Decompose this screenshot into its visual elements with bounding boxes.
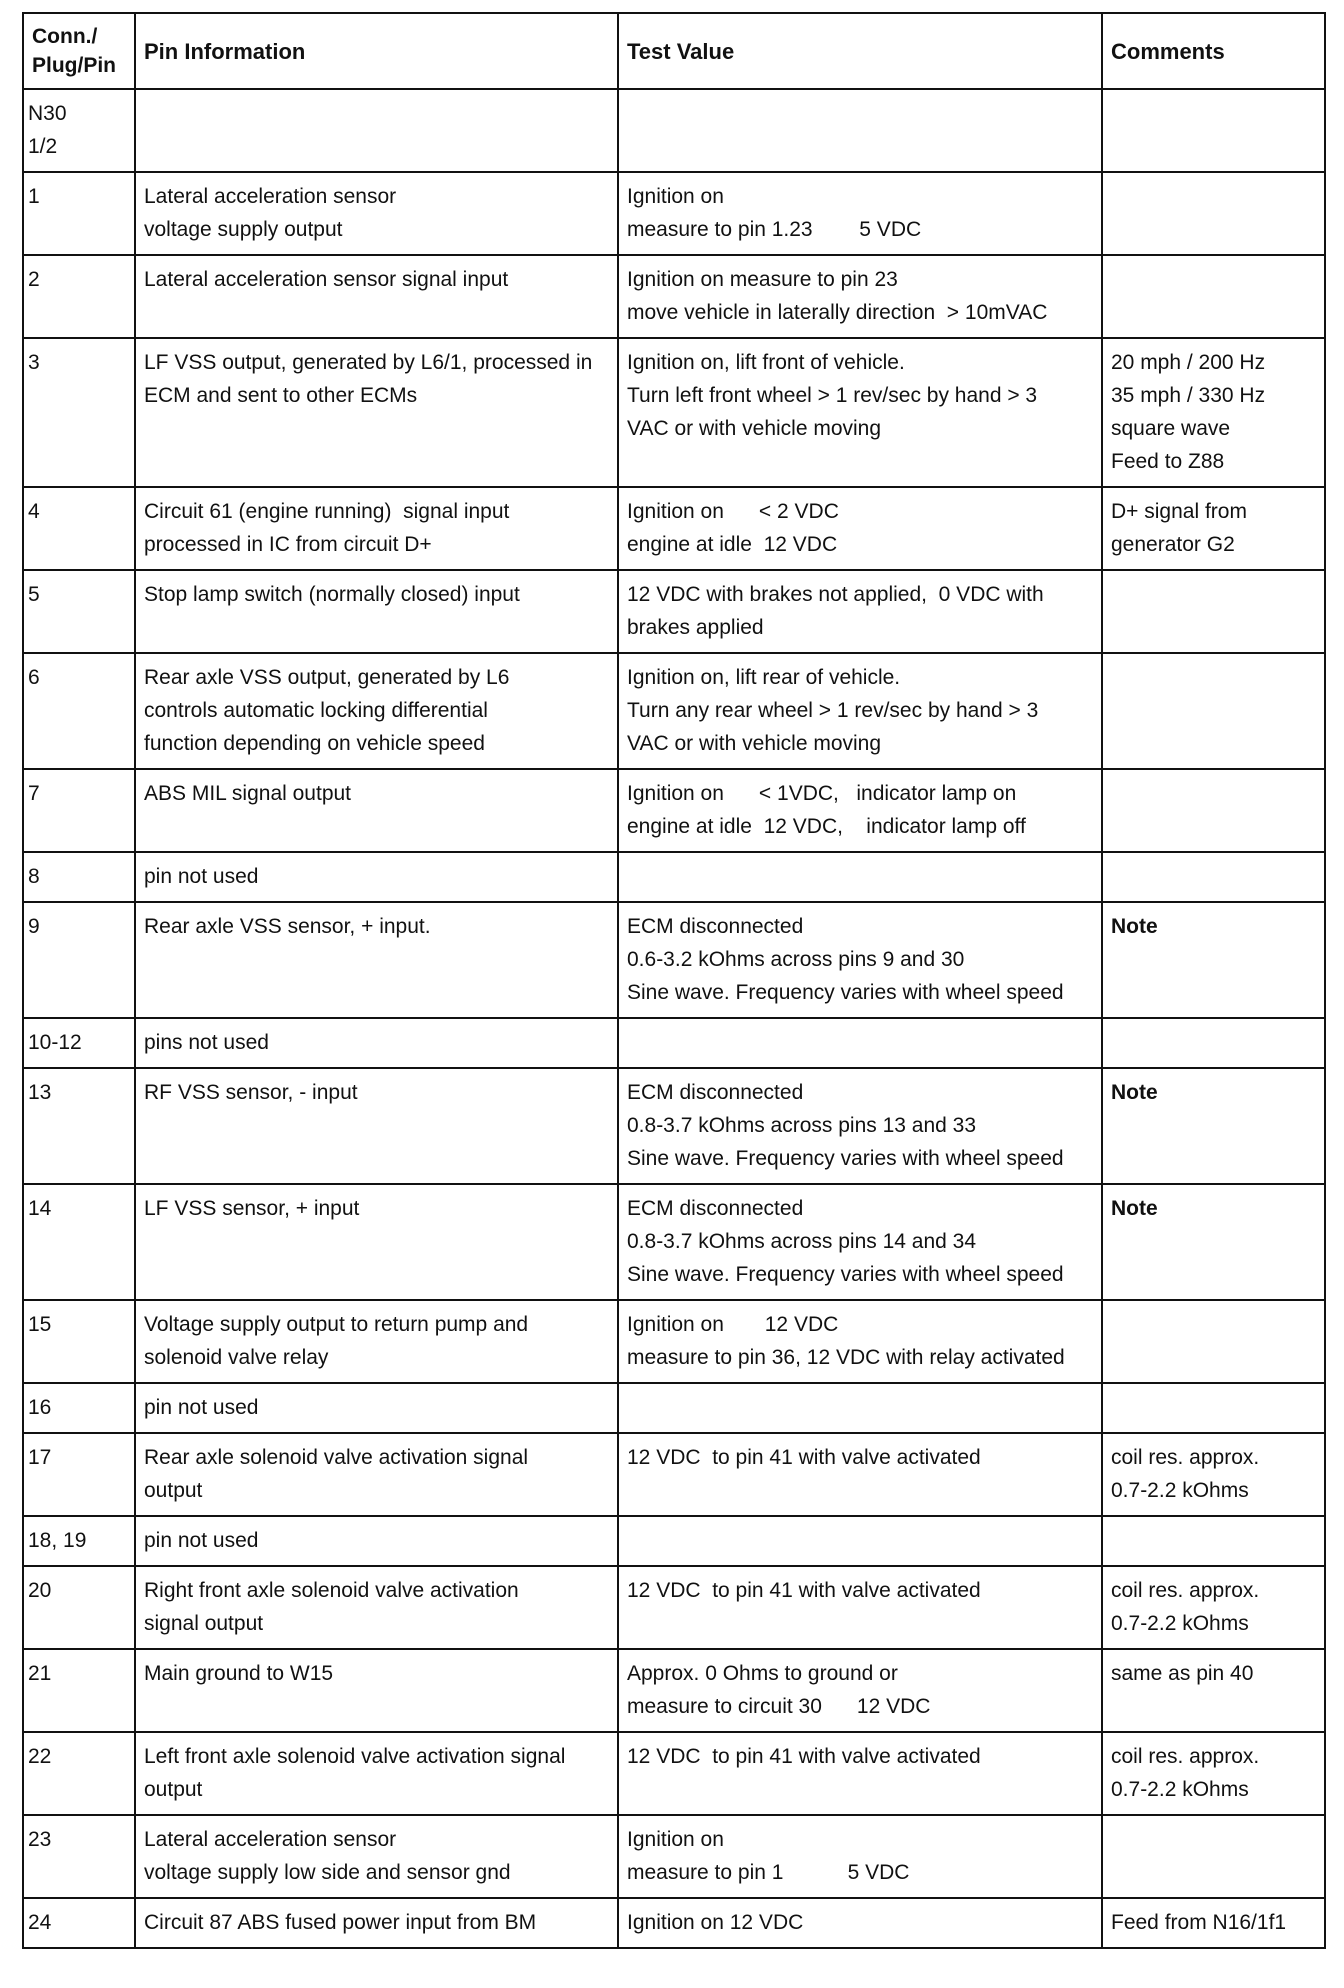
test-value-cell: Ignition on < 2 VDC engine at idle 12 VDC xyxy=(618,487,1102,570)
pin-cell: 2 xyxy=(23,255,135,338)
pin-cell: 9 xyxy=(23,902,135,1018)
header-pin-information: Pin Information xyxy=(135,13,618,89)
pin-info-cell: Lateral acceleration sensor voltage supply output xyxy=(135,172,618,255)
comments-cell: coil res. approx. 0.7-2.2 kOhms xyxy=(1102,1732,1325,1815)
table-row xyxy=(23,769,1325,852)
pin-info-cell: pins not used xyxy=(135,1018,618,1068)
table-row xyxy=(23,1383,1325,1433)
pin-info-cell: Lateral acceleration sensor signal input xyxy=(135,255,618,338)
pin-cell: 13 xyxy=(23,1068,135,1184)
table-header-row xyxy=(23,13,1325,89)
pin-info-cell: Right front axle solenoid valve activation signal output xyxy=(135,1566,618,1649)
table-row xyxy=(23,1566,1325,1649)
comments-cell xyxy=(1102,769,1325,852)
test-value-cell xyxy=(618,1516,1102,1566)
test-value-cell: Ignition on, lift front of vehicle. Turn left front wheel > 1 rev/sec by hand > 3 VAC or with vehicle moving xyxy=(618,338,1102,487)
pin-table-sheet xyxy=(22,12,1324,1949)
table-row xyxy=(23,902,1325,1018)
table-row xyxy=(23,487,1325,570)
comments-cell: Note xyxy=(1102,1184,1325,1300)
pin-cell: 17 xyxy=(23,1433,135,1516)
test-value-cell: ECM disconnected 0.6-3.2 kOhms across pins 9 and 30 Sine wave. Frequency varies with wheel speed xyxy=(618,902,1102,1018)
pin-information-table xyxy=(22,12,1326,1949)
test-value-cell: Ignition on, lift rear of vehicle. Turn any rear wheel > 1 rev/sec by hand > 3 VAC or with vehicle moving xyxy=(618,653,1102,769)
comments-cell xyxy=(1102,255,1325,338)
pin-cell: 18, 19 xyxy=(23,1516,135,1566)
pin-cell: 21 xyxy=(23,1649,135,1732)
pin-info-cell: Rear axle solenoid valve activation signal output xyxy=(135,1433,618,1516)
comments-cell xyxy=(1102,1300,1325,1383)
pin-cell: 22 xyxy=(23,1732,135,1815)
pin-cell: 23 xyxy=(23,1815,135,1898)
pin-info-cell: pin not used xyxy=(135,852,618,902)
test-value-cell xyxy=(618,852,1102,902)
pin-info-cell: Main ground to W15 xyxy=(135,1649,618,1732)
comments-cell xyxy=(1102,570,1325,653)
pin-cell: 3 xyxy=(23,338,135,487)
pin-info-cell: Left front axle solenoid valve activation signal output xyxy=(135,1732,618,1815)
pin-cell: 7 xyxy=(23,769,135,852)
table-row xyxy=(23,1815,1325,1898)
table-row xyxy=(23,570,1325,653)
pin-info-cell: Rear axle VSS sensor, + input. xyxy=(135,902,618,1018)
test-value-cell: ECM disconnected 0.8-3.7 kOhms across pins 13 and 33 Sine wave. Frequency varies with wheel speed xyxy=(618,1068,1102,1184)
table-row xyxy=(23,172,1325,255)
table-row xyxy=(23,852,1325,902)
pin-info-cell: LF VSS output, generated by L6/1, processed in ECM and sent to other ECMs xyxy=(135,338,618,487)
header-comments: Comments xyxy=(1102,13,1325,89)
pin-info-cell: Circuit 87 ABS fused power input from BM xyxy=(135,1898,618,1948)
pin-info-cell: Lateral acceleration sensor voltage supply low side and sensor gnd xyxy=(135,1815,618,1898)
test-value-cell xyxy=(618,1383,1102,1433)
test-value-cell: 12 VDC with brakes not applied, 0 VDC with brakes applied xyxy=(618,570,1102,653)
test-value-cell: ECM disconnected 0.8-3.7 kOhms across pins 14 and 34 Sine wave. Frequency varies with wheel speed xyxy=(618,1184,1102,1300)
test-value-cell: 12 VDC to pin 41 with valve activated xyxy=(618,1433,1102,1516)
pin-info-cell: LF VSS sensor, + input xyxy=(135,1184,618,1300)
test-value-cell: 12 VDC to pin 41 with valve activated xyxy=(618,1566,1102,1649)
table-row xyxy=(23,653,1325,769)
comments-cell: same as pin 40 xyxy=(1102,1649,1325,1732)
comments-cell: Note xyxy=(1102,1068,1325,1184)
test-value-cell xyxy=(618,1018,1102,1068)
comments-cell: coil res. approx. 0.7-2.2 kOhms xyxy=(1102,1433,1325,1516)
header-conn-plug-pin xyxy=(23,13,135,89)
header-conn-line1: Conn./ xyxy=(32,25,98,48)
pin-cell: 16 xyxy=(23,1383,135,1433)
table-row xyxy=(23,1184,1325,1300)
pin-info-cell: ABS MIL signal output xyxy=(135,769,618,852)
table-row xyxy=(23,1898,1325,1948)
pin-cell: 14 xyxy=(23,1184,135,1300)
table-body xyxy=(23,89,1325,1948)
pin-info-cell xyxy=(135,89,618,172)
table-row xyxy=(23,1300,1325,1383)
comments-cell: 20 mph / 200 Hz 35 mph / 330 Hz square wave Feed to Z88 xyxy=(1102,338,1325,487)
comments-cell xyxy=(1102,1516,1325,1566)
pin-cell: 24 xyxy=(23,1898,135,1948)
test-value-cell xyxy=(618,89,1102,172)
table-row xyxy=(23,1649,1325,1732)
table-row xyxy=(23,1732,1325,1815)
pin-cell: 20 xyxy=(23,1566,135,1649)
pin-cell: 10-12 xyxy=(23,1018,135,1068)
comments-cell xyxy=(1102,852,1325,902)
table-row xyxy=(23,1018,1325,1068)
pin-info-cell: pin not used xyxy=(135,1383,618,1433)
pin-cell: 15 xyxy=(23,1300,135,1383)
pin-info-cell: Voltage supply output to return pump and solenoid valve relay xyxy=(135,1300,618,1383)
pin-info-cell: Rear axle VSS output, generated by L6 controls automatic locking differential function depending on vehicle speed xyxy=(135,653,618,769)
comments-cell: D+ signal from generator G2 xyxy=(1102,487,1325,570)
pin-cell: 5 xyxy=(23,570,135,653)
comments-cell xyxy=(1102,172,1325,255)
table-row xyxy=(23,89,1325,172)
pin-info-cell: RF VSS sensor, - input xyxy=(135,1068,618,1184)
pin-cell: N30 1/2 xyxy=(23,89,135,172)
pin-cell: 6 xyxy=(23,653,135,769)
comments-cell xyxy=(1102,1018,1325,1068)
header-conn-line2: Plug/Pin xyxy=(32,54,116,77)
table-row xyxy=(23,338,1325,487)
pin-info-cell: pin not used xyxy=(135,1516,618,1566)
test-value-cell: Ignition on measure to pin 23 move vehicle in laterally direction > 10mVAC xyxy=(618,255,1102,338)
table-row xyxy=(23,1516,1325,1566)
test-value-cell: Ignition on 12 VDC measure to pin 36, 12 VDC with relay activated xyxy=(618,1300,1102,1383)
table-row xyxy=(23,1433,1325,1516)
table-row xyxy=(23,1068,1325,1184)
pin-cell: 1 xyxy=(23,172,135,255)
comments-cell: Note xyxy=(1102,902,1325,1018)
test-value-cell: Ignition on 12 VDC xyxy=(618,1898,1102,1948)
header-test-value: Test Value xyxy=(618,13,1102,89)
comments-cell xyxy=(1102,1383,1325,1433)
pin-info-cell: Circuit 61 (engine running) signal input processed in IC from circuit D+ xyxy=(135,487,618,570)
pin-cell: 8 xyxy=(23,852,135,902)
comments-cell xyxy=(1102,1815,1325,1898)
test-value-cell: Ignition on measure to pin 1 5 VDC xyxy=(618,1815,1102,1898)
test-value-cell: Ignition on measure to pin 1.23 5 VDC xyxy=(618,172,1102,255)
table-row xyxy=(23,255,1325,338)
pin-info-cell: Stop lamp switch (normally closed) input xyxy=(135,570,618,653)
comments-cell xyxy=(1102,89,1325,172)
comments-cell: coil res. approx. 0.7-2.2 kOhms xyxy=(1102,1566,1325,1649)
comments-cell: Feed from N16/1f1 xyxy=(1102,1898,1325,1948)
test-value-cell: Approx. 0 Ohms to ground or measure to circuit 30 12 VDC xyxy=(618,1649,1102,1732)
test-value-cell: Ignition on < 1VDC, indicator lamp on engine at idle 12 VDC, indicator lamp off xyxy=(618,769,1102,852)
comments-cell xyxy=(1102,653,1325,769)
test-value-cell: 12 VDC to pin 41 with valve activated xyxy=(618,1732,1102,1815)
pin-cell: 4 xyxy=(23,487,135,570)
